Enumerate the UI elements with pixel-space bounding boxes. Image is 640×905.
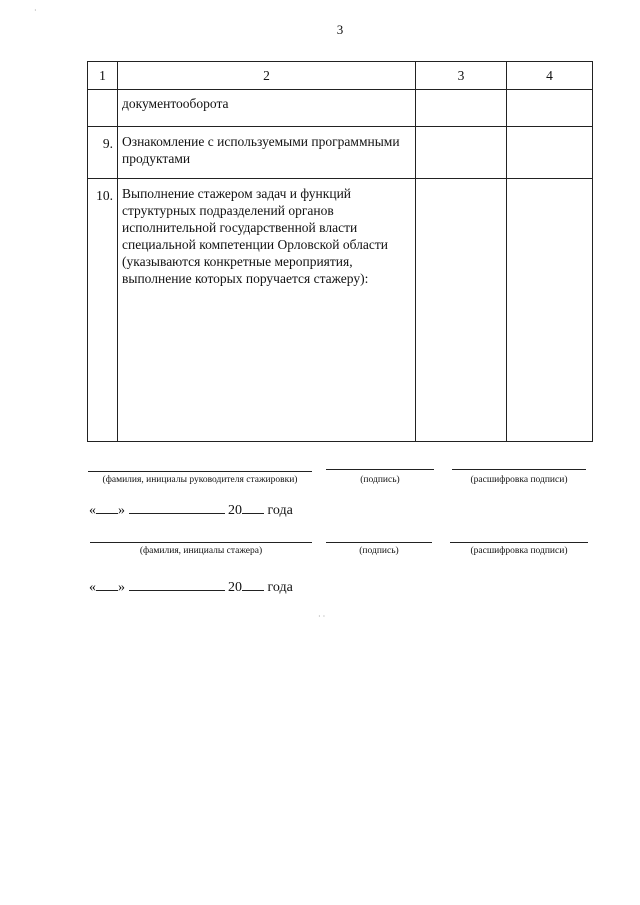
row-col-4 [507,90,593,127]
date-month-blank [129,576,225,591]
row-number: 10. [88,179,118,442]
trainee-signature-line [326,542,432,543]
table-row [88,90,593,127]
date-open-quote: « [89,580,96,595]
row-col-3 [416,127,507,179]
header-col-1: 1 [88,62,118,90]
row-col-3 [416,90,507,127]
row-col-4 [507,179,593,442]
header-col-4: 4 [507,62,593,90]
row-text: Выполнение стажером задач и функций структурных подразделений органов исполнительной государственной власти специальной компетенции Орловской области (указываются конкретные мероприятия, выполнение которых поручается стажеру): [118,179,416,442]
date-century: 20 [228,503,242,518]
date-suffix: года [267,503,293,518]
trainee-signature-caption: (подпись) [359,546,399,556]
header-col-3: 3 [416,62,507,90]
scan-speck: · [34,6,37,15]
row-col-4 [507,127,593,179]
supervisor-signature-caption: (подпись) [360,475,400,485]
supervisor-name-caption: (фамилия, инициалы руководителя стажировки) [102,475,298,485]
supervisor-name-line [88,471,312,472]
date-day-blank [96,499,118,514]
page-number: 3 [336,22,344,37]
date-close-quote: » [118,580,125,595]
supervisor-decode-caption: (расшифровка подписи) [470,475,568,485]
date-month-blank [129,499,225,514]
date-suffix: года [267,580,293,595]
row-text: Ознакомление с используемыми программными продуктами [118,127,416,179]
row-number [88,90,118,127]
date-year-blank [242,576,264,591]
trainee-name-caption: (фамилия, инициалы стажера) [139,546,263,556]
table-header-row [88,62,593,90]
row-number: 9. [88,127,118,179]
date-year-blank [242,499,264,514]
supervisor-signature-line [326,469,434,470]
trainee-decode-line [450,542,588,543]
date-open-quote: « [89,503,96,518]
supervisor-decode-line [452,469,586,470]
date-close-quote: » [118,503,125,518]
trainee-date-line [89,576,293,596]
table-row [88,179,593,442]
trainee-decode-caption: (расшифровка подписи) [470,546,568,556]
date-day-blank [96,576,118,591]
training-plan-table [87,61,593,442]
scan-speck: · · [318,612,326,621]
header-col-2: 2 [118,62,416,90]
supervisor-date-line [89,499,293,519]
table-row [88,127,593,179]
row-col-3 [416,179,507,442]
trainee-name-line [90,542,312,543]
row-text: документооборота [118,90,416,127]
date-century: 20 [228,580,242,595]
